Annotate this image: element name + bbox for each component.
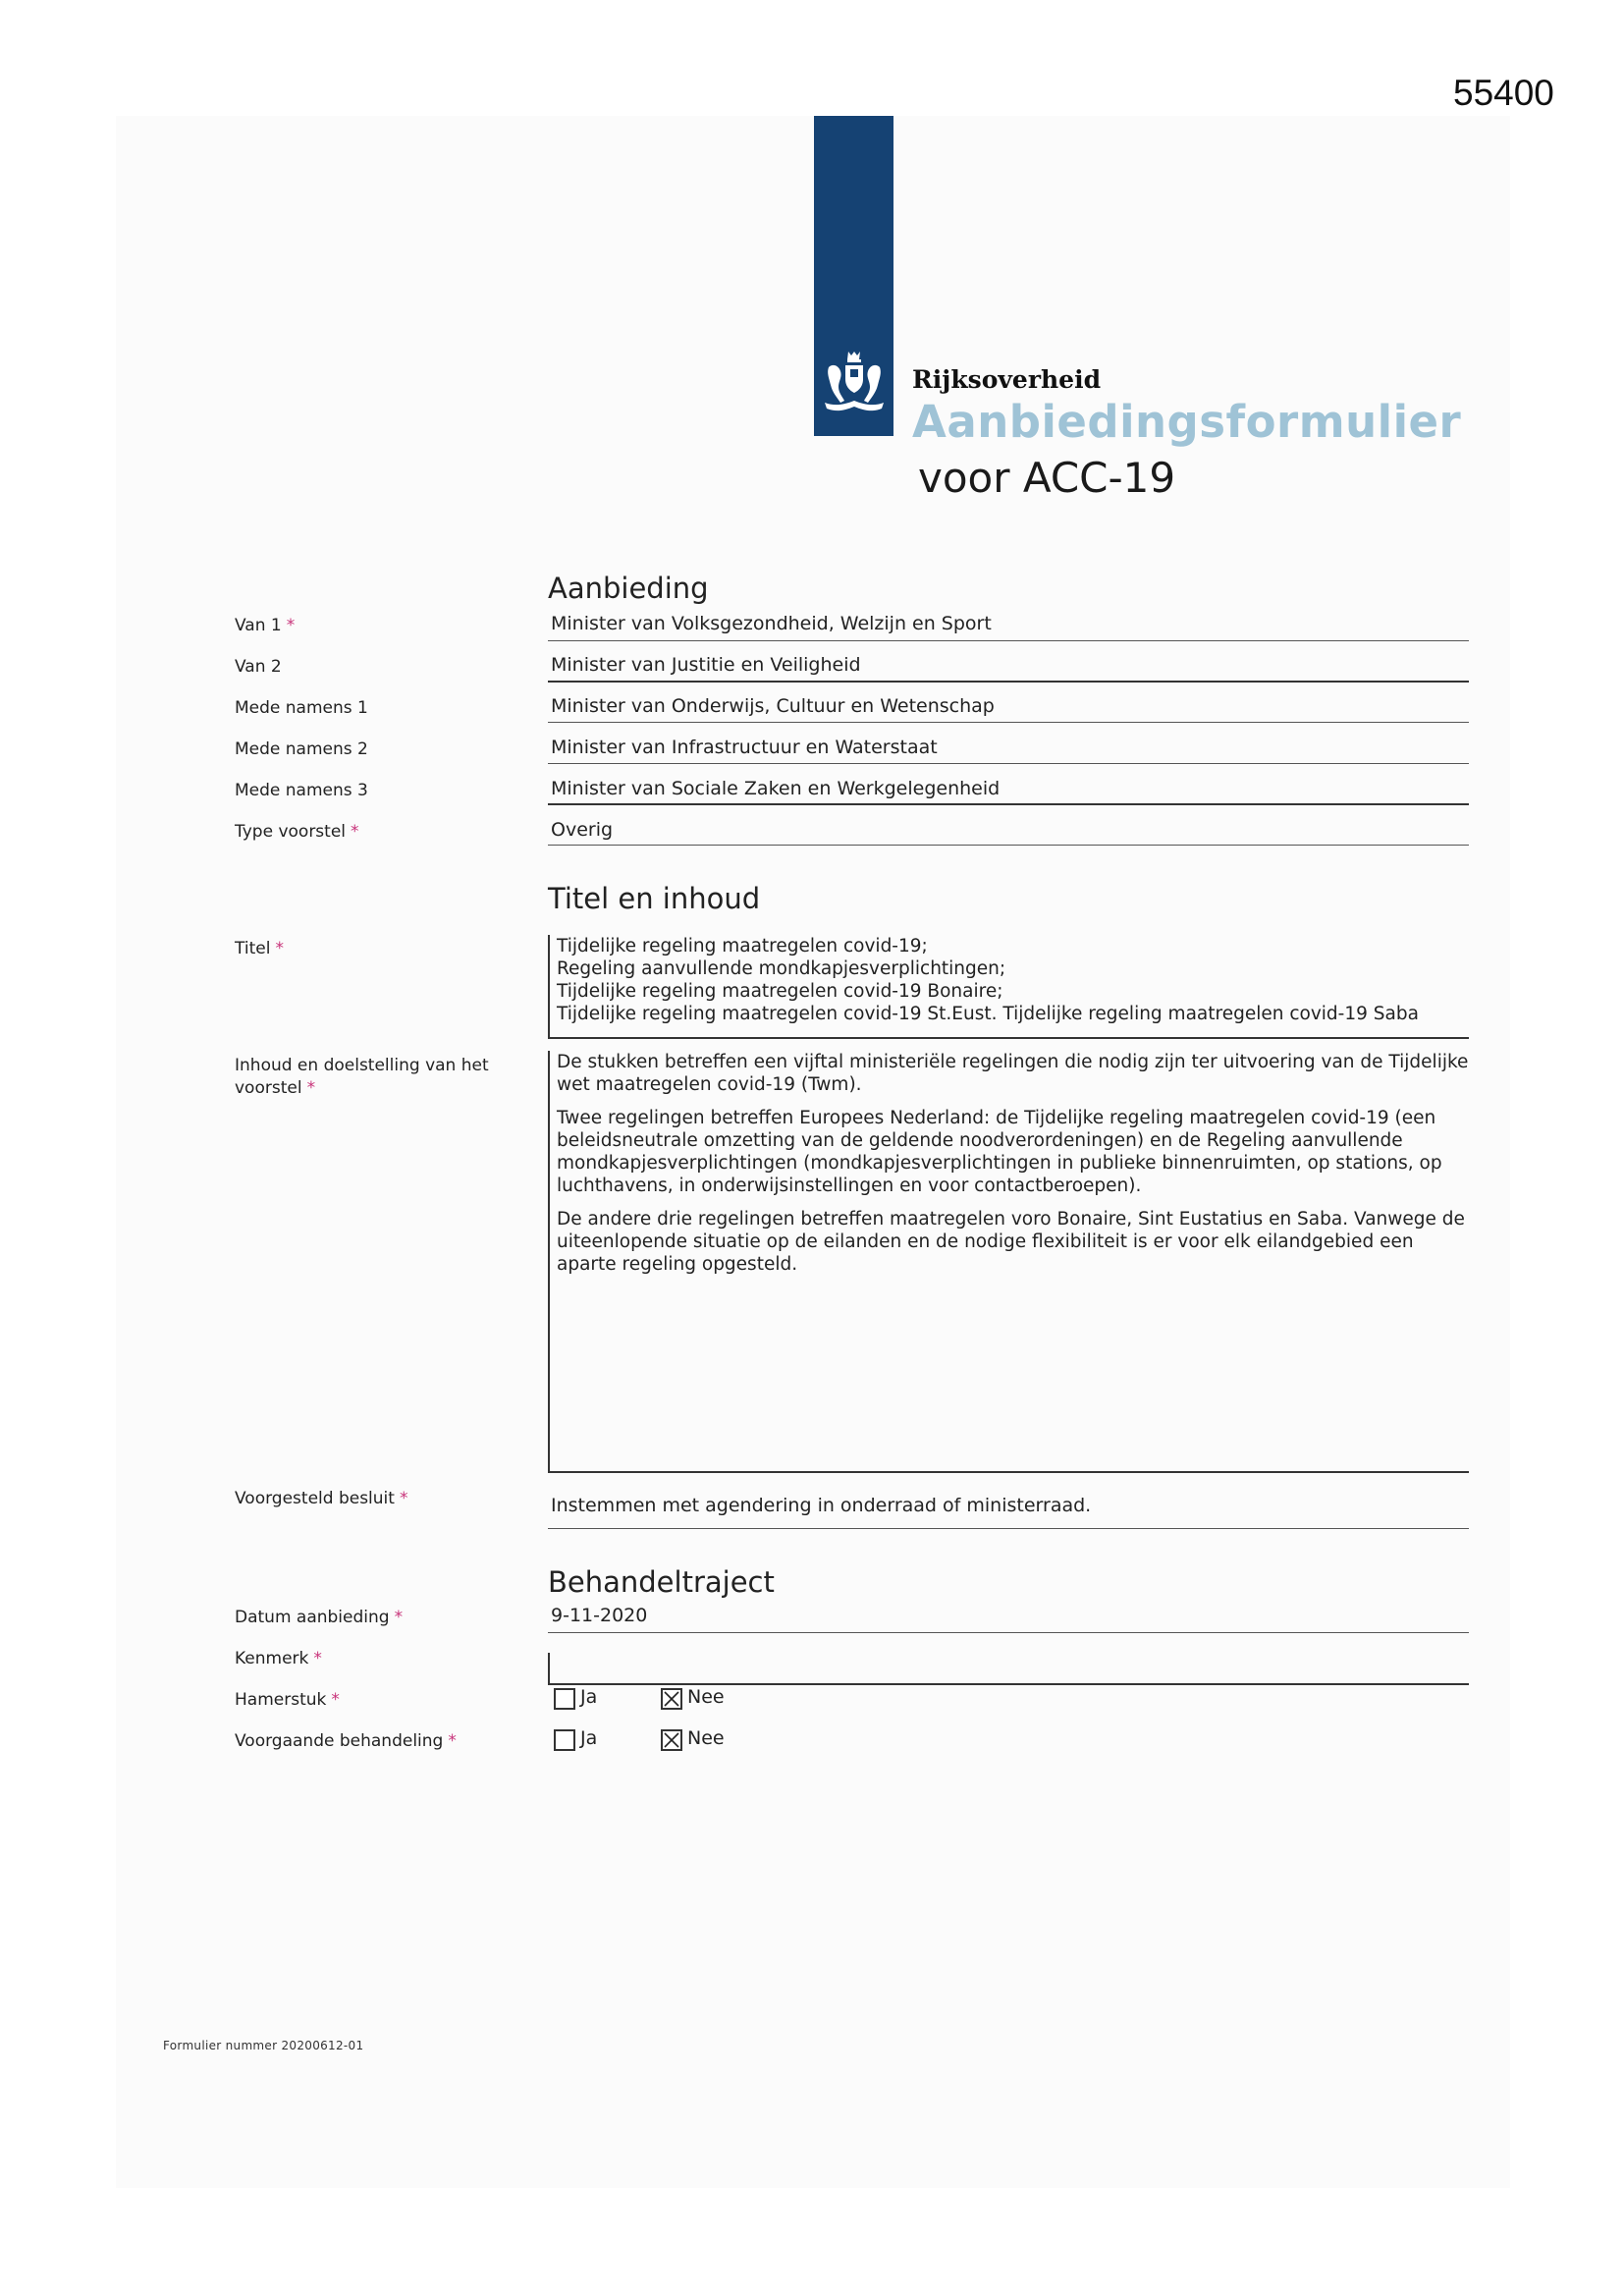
label-mede-namens-2: Mede namens 2 bbox=[235, 739, 368, 759]
required-marker: * bbox=[399, 1489, 408, 1508]
field-mede-namens-1[interactable]: Minister van Onderwijs, Cultuur en Wetenschap bbox=[551, 695, 995, 717]
field-datum-aanbieding[interactable]: 9-11-2020 bbox=[551, 1605, 648, 1626]
field-underline bbox=[548, 1632, 1469, 1633]
section-title-behandeltraject: Behandeltraject bbox=[548, 1565, 775, 1599]
form-subtitle: voor ACC-19 bbox=[918, 454, 1176, 502]
checked-x-icon bbox=[665, 1692, 678, 1706]
logo-wordmark: Rijksoverheid bbox=[912, 365, 1102, 394]
field-type-voorstel[interactable]: Overig bbox=[551, 819, 614, 841]
hamerstuk-ja-checkbox[interactable] bbox=[554, 1688, 575, 1710]
label-van-1: Van 1 * bbox=[235, 616, 296, 635]
titel-text: Tijdelijke regeling maatregelen covid-19; Regeling aanvullende mondkapjesverplichtingen; Tijdelijke regeling maatregelen covid-19 Bonaire; Tijdelijke regeling maatregelen covid-19 St.Eust. Tijdelijke regeling maatregelen covid-19 Saba bbox=[557, 936, 1419, 1024]
label-mede-namens-3: Mede namens 3 bbox=[235, 781, 368, 800]
voorgaande-nee-checkbox[interactable] bbox=[661, 1729, 682, 1751]
form-title: Aanbiedingsformulier bbox=[912, 396, 1462, 448]
field-underline bbox=[548, 803, 1469, 805]
required-marker: * bbox=[275, 939, 284, 958]
form-number: Formulier nummer 20200612-01 bbox=[163, 2039, 364, 2052]
required-marker: * bbox=[394, 1608, 404, 1627]
field-kenmerk[interactable] bbox=[548, 1653, 1469, 1685]
field-mede-namens-2[interactable]: Minister van Infrastructuur en Waterstaat bbox=[551, 737, 938, 758]
inhoud-text: De stukken betreffen een vijftal ministeriële regelingen die nodig zijn ter uitvoering van de Tijdelijke wet maatregelen covid-19 (Twm). Twee regelingen betreffen Europees Nederland: de Tijdelijke regeling maatregelen covid-19 (een beleidsneutrale omzetting van de geldende noodverordeningen) en de Regeling aanvullende mondkapjesverplichtingen (mondkapjesverplichtingen in publieke binnenruimten, op stations, op luchthavens, in onderwijsinstellingen en voor contactberoepen). De andere drie regelingen betreffen maatregelen voro Bonaire, Sint Eustatius en Saba. Vanwege de uiteenlopende situatie op de eilanden en de nodige flexibiliteit is er voor elk eilandgebied een aparte regeling opgesteld. bbox=[557, 1052, 1469, 1275]
required-marker: * bbox=[331, 1690, 340, 1710]
label-inhoud: Inhoud en doelstelling van het voorstel * bbox=[235, 1056, 489, 1098]
required-marker: * bbox=[313, 1649, 322, 1668]
voorgaande-ja-label: Ja bbox=[580, 1727, 598, 1749]
document-number: 55400 bbox=[1453, 73, 1554, 113]
field-van-2[interactable]: Minister van Justitie en Veiligheid bbox=[551, 654, 861, 676]
required-marker: * bbox=[306, 1078, 316, 1098]
label-voorgaande-behandeling: Voorgaande behandeling * bbox=[235, 1731, 457, 1751]
hamerstuk-ja-label: Ja bbox=[580, 1686, 598, 1708]
label-titel: Titel * bbox=[235, 939, 284, 958]
label-datum-aanbieding: Datum aanbieding * bbox=[235, 1608, 404, 1627]
field-underline bbox=[548, 640, 1469, 641]
voorgaande-ja-checkbox[interactable] bbox=[554, 1729, 575, 1751]
label-voorgesteld-besluit: Voorgesteld besluit * bbox=[235, 1489, 408, 1508]
field-voorgesteld-besluit[interactable]: Instemmen met agendering in onderraad of ministerraad. bbox=[551, 1495, 1092, 1516]
hamerstuk-nee-checkbox[interactable] bbox=[661, 1688, 682, 1710]
section-title-aanbieding: Aanbieding bbox=[548, 572, 709, 605]
field-underline bbox=[548, 1528, 1469, 1529]
field-underline bbox=[548, 845, 1469, 846]
voorgaande-nee-label: Nee bbox=[687, 1727, 725, 1749]
label-type-voorstel: Type voorstel * bbox=[235, 822, 359, 842]
field-underline bbox=[548, 681, 1469, 683]
section-title-titel-inhoud: Titel en inhoud bbox=[548, 882, 761, 915]
required-marker: * bbox=[351, 822, 359, 842]
coat-of-arms-icon bbox=[815, 346, 893, 424]
hamerstuk-nee-label: Nee bbox=[687, 1686, 725, 1708]
field-underline bbox=[548, 763, 1469, 764]
field-mede-namens-3[interactable]: Minister van Sociale Zaken en Werkgelegenheid bbox=[551, 778, 1001, 799]
label-hamerstuk: Hamerstuk * bbox=[235, 1690, 340, 1710]
label-kenmerk: Kenmerk * bbox=[235, 1649, 322, 1668]
label-mede-namens-1: Mede namens 1 bbox=[235, 698, 368, 718]
checked-x-icon bbox=[665, 1733, 678, 1747]
field-van-1[interactable]: Minister van Volksgezondheid, Welzijn en Sport bbox=[551, 613, 992, 634]
field-underline bbox=[548, 722, 1469, 723]
required-marker: * bbox=[448, 1731, 457, 1751]
label-van-2: Van 2 bbox=[235, 657, 282, 677]
required-marker: * bbox=[286, 616, 296, 635]
